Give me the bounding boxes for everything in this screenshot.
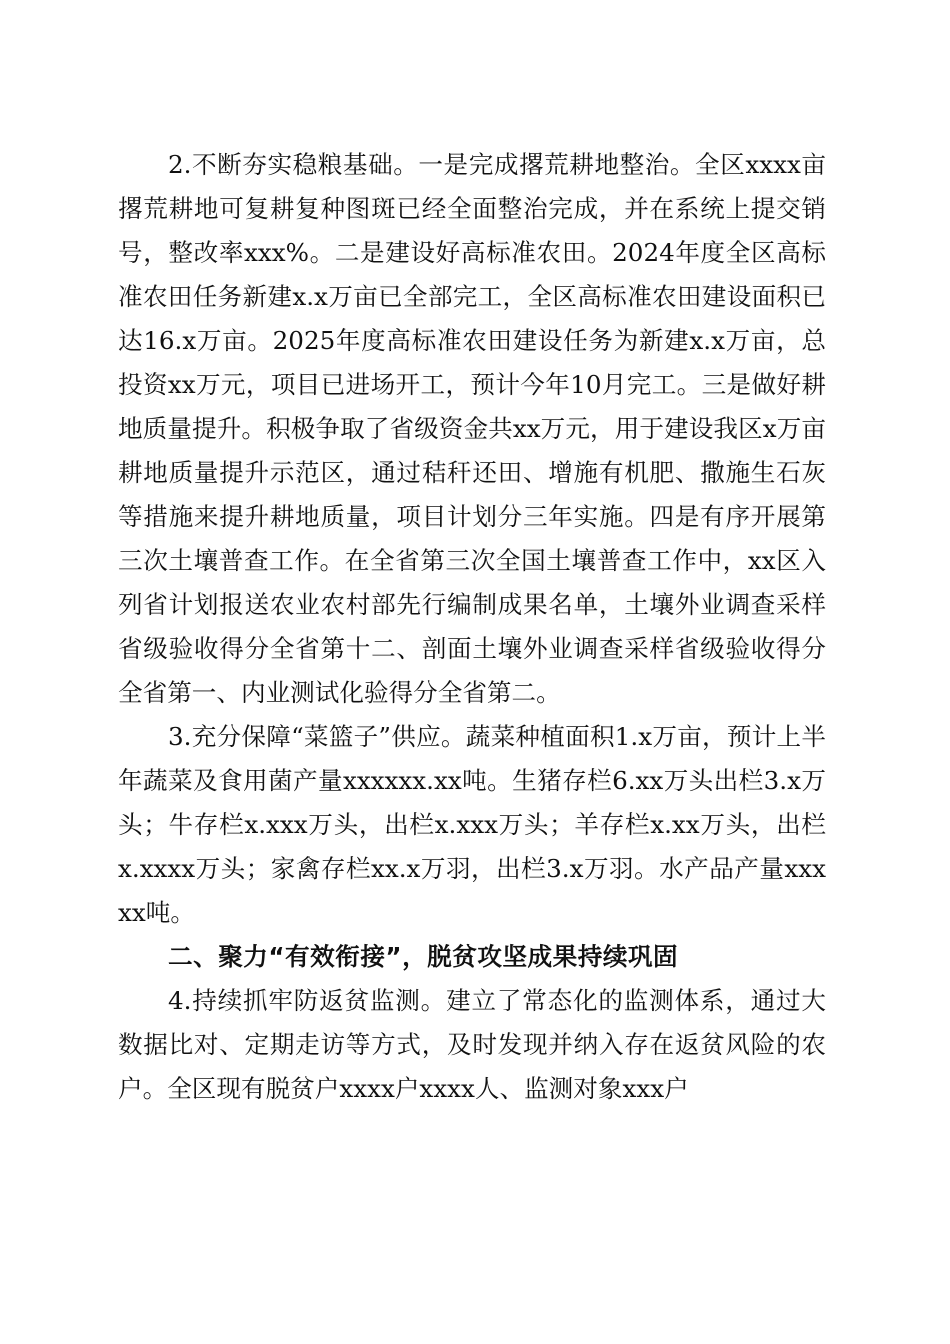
document-page xyxy=(118,143,826,1111)
section-heading-effective-connection: 二、聚力“有效衔接”，脱贫攻坚成果持续巩固 xyxy=(168,942,679,971)
paragraph-vegetable-basket: 3.充分保障“菜篮子”供应。蔬菜种植面积1.x万亩，预计上半年蔬菜及食用菌产量xxxxxx.xx吨。生猪存栏6.xx万头出栏3.x万头；牛存栏x.xxx万头，出栏x.xxx万头；羊存栏x.xx万头，出栏x.xxxx万头；家禽存栏xx.x万羽，出栏3.x万羽。水产品产量xxxxx吨。 xyxy=(118,722,826,927)
paragraph-stable-grain: 2.不断夯实稳粮基础。一是完成撂荒耕地整治。全区xxxx亩撂荒耕地可复耕复种图斑已经全面整治完成，并在系统上提交销号，整改率xxx%。二是建设好高标准农田。2024年度全区高标准农田任务新建x.x万亩已全部完工，全区高标准农田建设面积已达16.x万亩。2025年度高标准农田建设任务为新建x.x万亩，总投资xx万元，项目已进场开工，预计今年10月完工。三是做好耕地质量提升。积极争取了省级资金共xx万元，用于建设我区x万亩耕地质量提升示范区，通过秸秆还田、增施有机肥、撒施生石灰等措施来提升耕地质量，项目计划分三年实施。四是有序开展第三次土壤普查工作。在全省第三次全国土壤普查工作中，xx区入列省计划报送农业农村部先行编制成果名单，土壤外业调查采样省级验收得分全省第十二、剖面土壤外业调查采样省级验收得分全省第一、内业测试化验得分全省第二。 xyxy=(118,150,826,707)
paragraph-poverty-monitoring: 4.持续抓牢防返贫监测。建立了常态化的监测体系，通过大数据比对、定期走访等方式，及时发现并纳入存在返贫风险的农户。全区现有脱贫户xxxx户xxxx人、监测对象xxx户 xyxy=(118,986,826,1103)
